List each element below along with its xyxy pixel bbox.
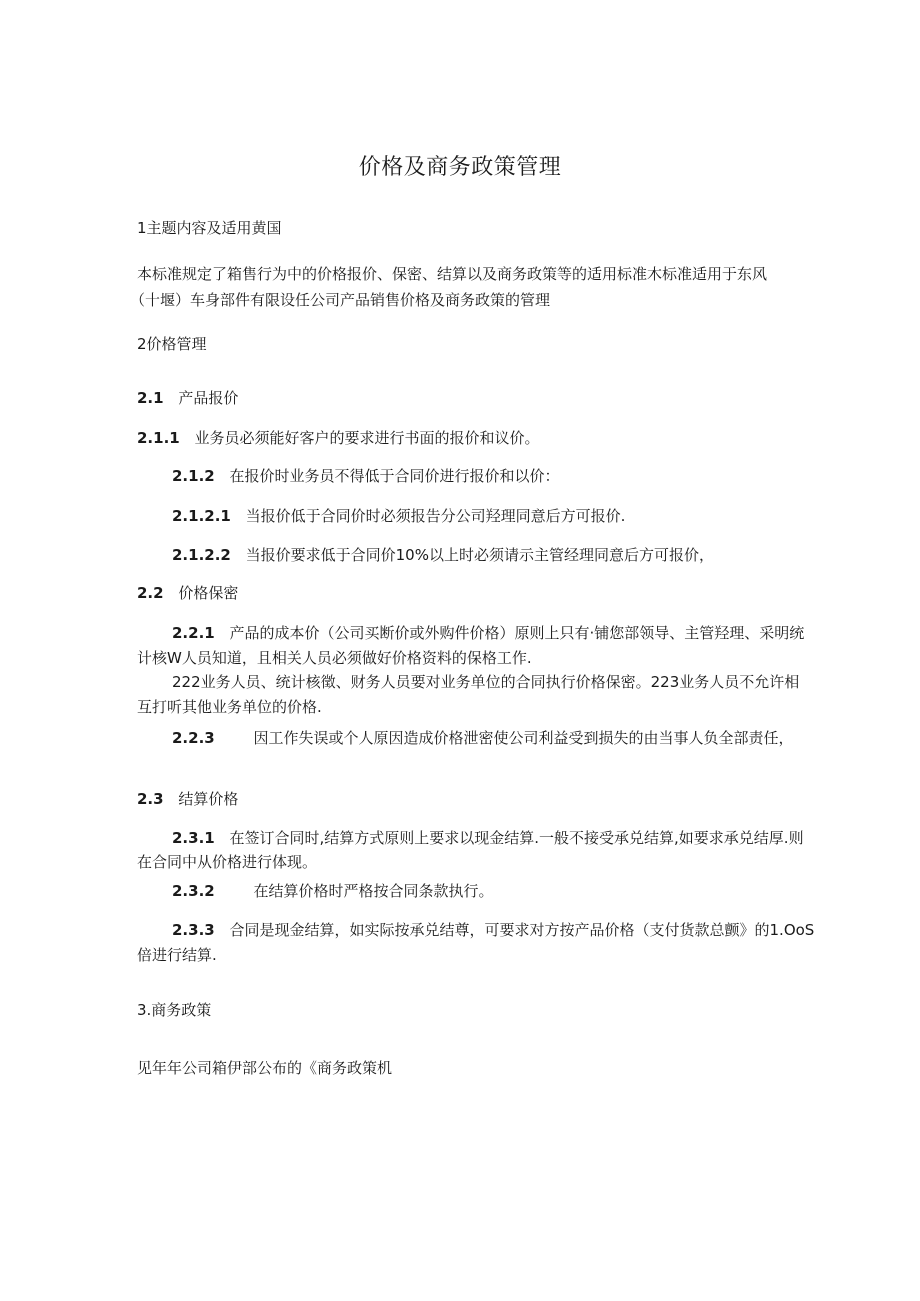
clause-2-1 [137, 388, 238, 408]
clause-text: 价格保密 [178, 584, 239, 602]
clause-text: 在签订合同时,结算方式原则上要求以现金结算.一般不接受承兑结算,如要求承兑结厚.则 [229, 829, 804, 847]
section-2-heading: 2价格管理 [137, 335, 207, 353]
clause-2-2-1-line-1 [172, 623, 804, 643]
clause-number: 2.3.1 [172, 829, 215, 847]
clause-2-2-2-line-2: 互打听其他业务单位的价格. [137, 698, 322, 716]
clause-number: 2.3.2 [172, 882, 215, 900]
clause-number: 2.1.2 [172, 467, 215, 485]
clause-number: 2.3 [137, 790, 164, 808]
clause-text: 合同是现金结算，如实际按承兑结尊，可要求对方按产品价格（支付货款总颤》的1.OoS [229, 921, 815, 939]
section-3-body: 见年年公司箱伊部公布的《商务政策机 [137, 1059, 393, 1077]
clause-text: 在结算价格时严格按合同条款执行。 [253, 882, 494, 900]
clause-number: 2.1.2.1 [172, 507, 231, 525]
clause-number: 2.2.3 [172, 729, 215, 747]
clause-text: 因工作失误或个人原因造成价格泄密使公司利益受到损失的由当事人负全部责任， [253, 729, 794, 747]
clause-2-3-3-line-2: 倍进行结算. [137, 946, 217, 964]
section-3-heading: 3.商务政策 [137, 1001, 212, 1019]
clause-2-3-1-line-1 [172, 828, 804, 848]
clause-2-1-1 [137, 428, 540, 448]
clause-2-3 [137, 789, 238, 809]
page-title: 价格及商务政策管理 [358, 155, 562, 180]
clause-text: 当报价要求低于合同价10%以上时必须请示主管经理同意后方可报价， [245, 546, 714, 564]
clause-2-1-2-1 [172, 506, 625, 526]
clause-2-2 [137, 583, 238, 603]
clause-2-3-2 [172, 881, 494, 901]
clause-2-2-1-line-2: 计核W人员知道，且相关人员必须做好价格资料的保格工作. [137, 649, 532, 667]
section-1-heading: 1主题内容及适用黄国 [137, 219, 282, 237]
clause-text: 业务员必须能好客户的要求进行书面的报价和议价。 [194, 429, 540, 447]
clause-2-2-2-line-1: 222业务人员、统计核徵、财务人员要对业务单位的合同执行价格保密。223业务人员不允许相 [172, 673, 800, 691]
clause-text: 当报价低于合同价时必须报告分公司羟理同意后方可报价. [245, 507, 626, 525]
clause-2-3-1-line-2: 在合同中从价格进行体现。 [137, 853, 318, 871]
clause-number: 2.3.3 [172, 921, 215, 939]
section-1-body-line-1: 本标准规定了箱售行为中的价格报价、保密、结算以及商务政策等的适用标准木标准适用于东风 [137, 265, 768, 283]
clause-number: 2.2.1 [172, 624, 215, 642]
clause-number: 2.1.2.2 [172, 546, 231, 564]
clause-text: 产品报价 [178, 389, 239, 407]
clause-text: 产品的成本价（公司买断价或外购件价格）原则上只有·铺您部领导、主管羟理、采明统 [229, 624, 805, 642]
clause-text: 在报价时业务员不得低于合同价进行报价和以价： [229, 467, 560, 485]
clause-2-3-3-line-1 [172, 920, 814, 940]
clause-number: 2.1 [137, 389, 164, 407]
clause-number: 2.2 [137, 584, 164, 602]
clause-2-1-2 [172, 466, 560, 486]
clause-text: 结算价格 [178, 790, 239, 808]
clause-number: 2.1.1 [137, 429, 180, 447]
section-1-body-line-2: （十堰）车身部件有限设任公司产品销售价格及商务政策的管理 [130, 291, 551, 309]
clause-2-2-3 [172, 728, 794, 748]
clause-2-1-2-2 [172, 545, 714, 565]
